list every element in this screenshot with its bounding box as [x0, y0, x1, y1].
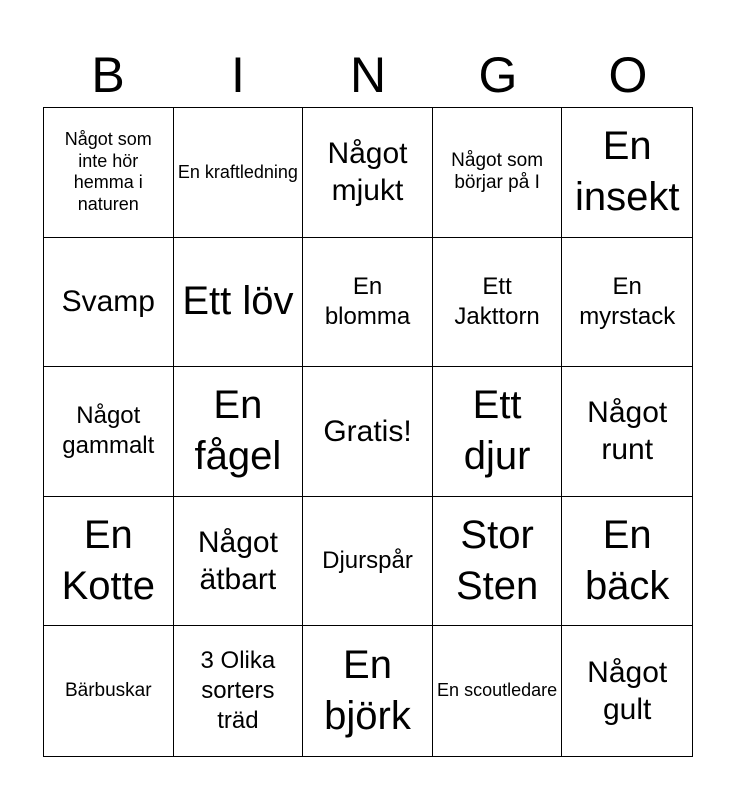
bingo-cell[interactable]: Något mjukt — [303, 108, 433, 238]
header-letter-i: I — [231, 47, 245, 103]
header-letter-b: B — [91, 47, 125, 103]
bingo-cell[interactable]: Något som inte hör hemma i naturen — [44, 108, 174, 238]
bingo-board — [43, 107, 693, 757]
bingo-cell[interactable]: En myrstack — [562, 238, 692, 368]
bingo-cell[interactable]: Gratis! — [303, 367, 433, 497]
header-letter-g: G — [478, 47, 518, 103]
bingo-cell[interactable]: Bärbuskar — [44, 626, 174, 756]
bingo-cell[interactable]: En Kotte — [44, 497, 174, 627]
bingo-cell[interactable]: Något ätbart — [174, 497, 304, 627]
bingo-cell[interactable]: En blomma — [303, 238, 433, 368]
bingo-cell[interactable]: En scoutledare — [433, 626, 563, 756]
bingo-cell[interactable]: Ett löv — [174, 238, 304, 368]
bingo-cell[interactable]: Svamp — [44, 238, 174, 368]
bingo-cell[interactable]: Ett djur — [433, 367, 563, 497]
bingo-cell[interactable]: Något som börjar på I — [433, 108, 563, 238]
bingo-cell[interactable]: En bäck — [562, 497, 692, 627]
header-letter-o: O — [608, 47, 648, 103]
bingo-cell[interactable]: En björk — [303, 626, 433, 756]
bingo-cell[interactable]: Något gult — [587, 655, 668, 727]
bingo-cell[interactable]: Djurspår — [303, 497, 433, 627]
bingo-cell[interactable]: En fågel — [174, 367, 304, 497]
bingo-cell[interactable]: Något gammalt — [44, 367, 174, 497]
bingo-cell[interactable]: En kraftledning — [174, 108, 304, 238]
header-letter-n: N — [349, 47, 387, 103]
bingo-cell[interactable]: En insekt — [562, 108, 692, 238]
bingo-header — [43, 45, 693, 105]
bingo-cell[interactable]: Ett Jakttorn — [433, 238, 563, 368]
bingo-cell[interactable]: Stor Sten — [433, 497, 563, 627]
bingo-cell[interactable]: 3 Olika sorters träd — [174, 626, 304, 756]
bingo-cell[interactable]: Något runt — [562, 367, 692, 497]
